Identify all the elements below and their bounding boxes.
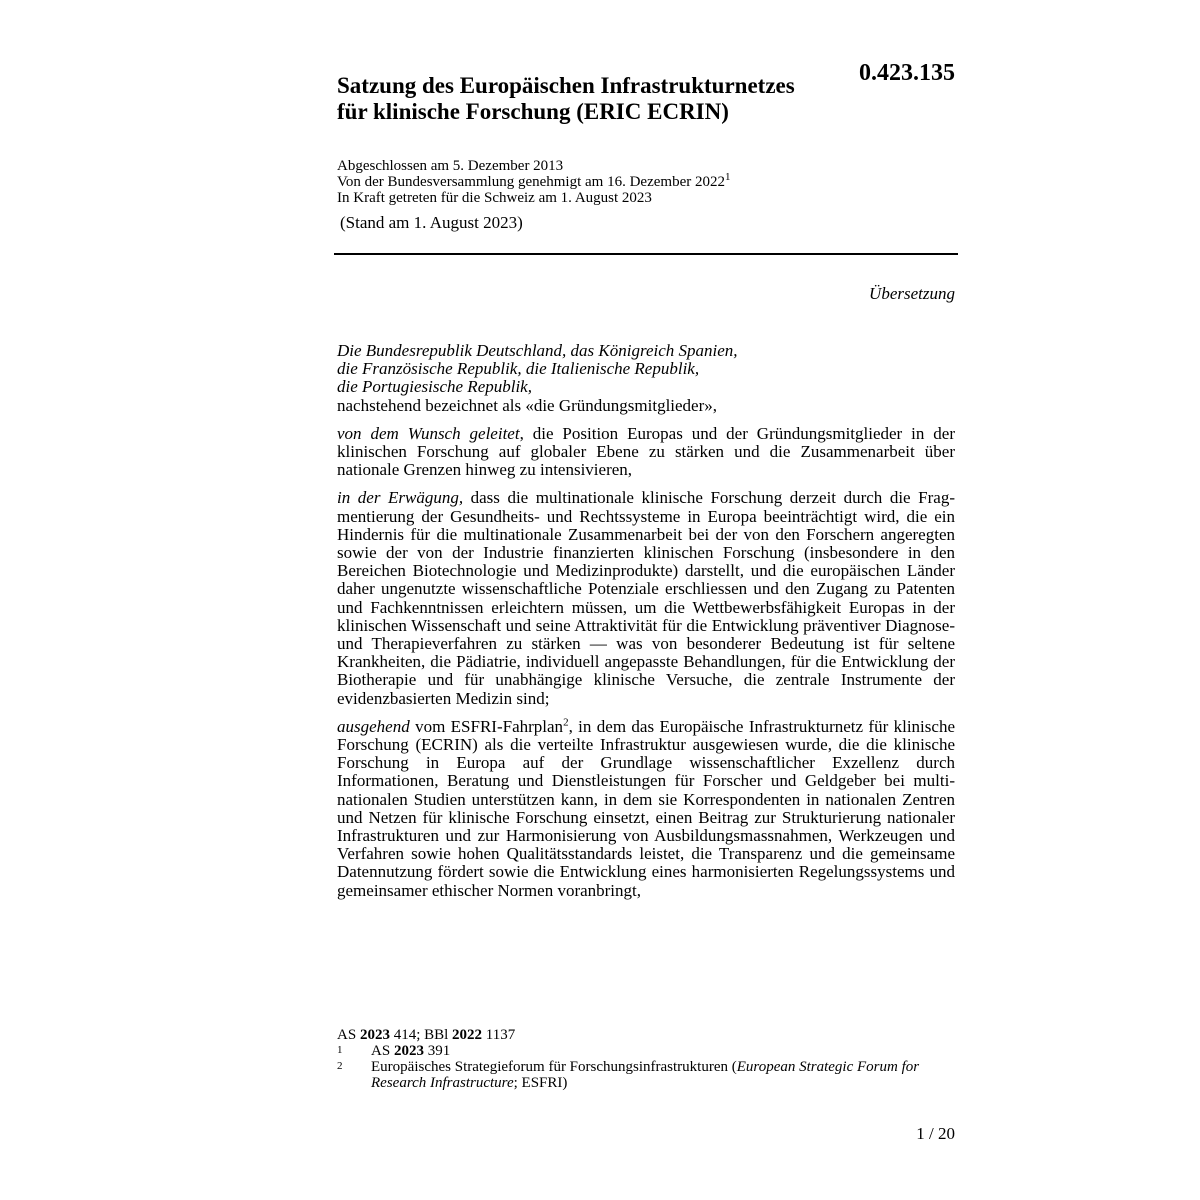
approval-line xyxy=(337,171,937,190)
paragraph-lead: ausgehend xyxy=(337,716,410,736)
footnote-ref-1[interactable]: 1 xyxy=(724,171,731,183)
approved-date: Von der Bundesversammlung genehmigt am 16. Dezember 2022 xyxy=(337,174,725,190)
translation-label: Übersetzung xyxy=(869,284,955,303)
sr-number: 0.423.135 xyxy=(859,60,955,86)
preamble-paragraph-2 xyxy=(337,489,955,707)
footnote-number: 2 xyxy=(337,1060,343,1072)
source-reference xyxy=(337,1027,955,1043)
party-designation: nachstehend bezeichnet als «die Gründungsmitglieder», xyxy=(337,395,718,415)
fn2-text-b: ; ESFRI) xyxy=(513,1075,568,1091)
fn1-page: 391 xyxy=(423,1043,451,1059)
footnote-text xyxy=(371,1059,955,1091)
title-line-2: für klinische Forschung (ERIC ECRIN) xyxy=(337,99,729,124)
party-line-3: die Portugiesische Republik, xyxy=(337,377,532,397)
document-metadata xyxy=(337,158,937,206)
source-as-page: 414; BBl xyxy=(389,1027,453,1043)
footnote-ref-2[interactable]: 2 xyxy=(563,716,569,729)
concluded-date: Abgeschlossen am 5. Dezember 2013 xyxy=(337,158,564,174)
page-number: 1 / 20 xyxy=(916,1124,955,1143)
source-bbl-page: 1137 xyxy=(482,1027,516,1043)
fn1-as-label: AS xyxy=(371,1043,394,1059)
fn2-italic: European Strategic Forum for Research Infrastructure xyxy=(371,1059,920,1091)
footnote-number: 1 xyxy=(337,1044,343,1056)
paragraph-lead: in der Erwägung, xyxy=(337,488,464,508)
paragraph-text: , die Position Europas und der Gründungsmitglieder in der klinischen Forschung auf globaler Ebene zu stärken und die Zusammenarbeit über nationale Grenzen hinweg zu intensivieren, xyxy=(337,423,955,480)
party-line-1: Die Bundesrepublik Deutschland, das Königreich Spanien, xyxy=(337,341,738,360)
footnote-1 xyxy=(337,1043,955,1059)
paragraph-text: dass die multinationale klinische Forschung derzeit durch die Fragmentierung der Gesundheits- und Rechtssysteme in Europa beeinträchtigt wird, die ein Hindernis für die multinationale Zusammenarbeit bei der von den Forschern angeregten sowie der von der Industrie finanzierten klinischen Forschung (insbesondere in den Bereichen Biotechnologie und Medizinprodukte) darstellt, und die europäischen Länder daher ungenutzte wissenschaftliche Potenziale erschliessen und den Zugang zu Patenten und Fachkenntnissen erleichtern müssen, um die Wettbewerbsfähigkeit Europas in der klinischen Wissenschaft und seine Attraktivität für die Entwicklung präventiver Diagnose- und Therapieverfahren zu stärken — was von besonderer Bedeutung ist für seltene Krankheiten, die Pädiatrie, individuell angepasste Behandlungen, für die Entwicklung der Biotherapie und für unabhängige klinische Versuche, die zentrale Instrumente der evidenzbasierten Medizin sind; xyxy=(337,488,955,708)
in-force-date: In Kraft getreten für die Schweiz am 1. August 2023 xyxy=(337,190,652,206)
source-as-year: 2023 xyxy=(359,1027,390,1043)
founding-parties xyxy=(337,342,955,415)
footnote-2 xyxy=(337,1059,955,1091)
paragraph-text: , in dem das Europäische Infrastrukturnetz für klinische Forschung (ECRIN) als die verteilte Infrastruktur ausgewiesen wurde, die die klinische Forschung in Europa auf der Grundlage wissenschaftlicher Exzellenz durch Informationen, Beratung und Dienstleistungen für Forscher und Geldgeber bei multinationalen Studien unterstützen kann, in dem sie Korrespondenten in nationalen Zentren und Netzen für klinische Forschung einsetzt, einen Beitrag zur Strukturierung nationaler Infrastrukturen und zur Harmonisierung von Ausbildungsmassnahmen, Werkzeugen und Verfahren sowie hohen Qualitätsstandards leistet, die Transparenz und die gemeinsame Datennutzung fördert sowie die Entwicklung eines harmonisierten Regelungssystems und gemeinsamer ethischer Normen voranbringt, xyxy=(337,716,955,900)
source-bbl-year: 2022 xyxy=(452,1027,483,1043)
paragraph-text: vom ESFRI-Fahrplan xyxy=(409,716,564,736)
footnote-text xyxy=(371,1043,955,1059)
title-line-1: Satzung des Europäischen Infrastrukturnetzes xyxy=(337,73,795,98)
document-title xyxy=(337,73,837,125)
party-line-2: die Französische Republik, die Italienische Republik, xyxy=(337,359,700,379)
paragraph-lead: von dem Wunsch geleitet xyxy=(337,423,520,443)
fn1-year: 2023 xyxy=(393,1043,424,1059)
source-as-label: AS xyxy=(337,1027,360,1043)
preamble-paragraph-1 xyxy=(337,425,955,480)
footnotes xyxy=(337,1027,955,1091)
header-divider xyxy=(334,253,958,255)
preamble-paragraph-3 xyxy=(337,718,955,900)
preamble xyxy=(337,342,955,900)
status-date: (Stand am 1. August 2023) xyxy=(340,213,523,232)
fn2-text-a: Europäisches Strategieforum für Forschungsinfrastrukturen ( xyxy=(371,1059,737,1075)
